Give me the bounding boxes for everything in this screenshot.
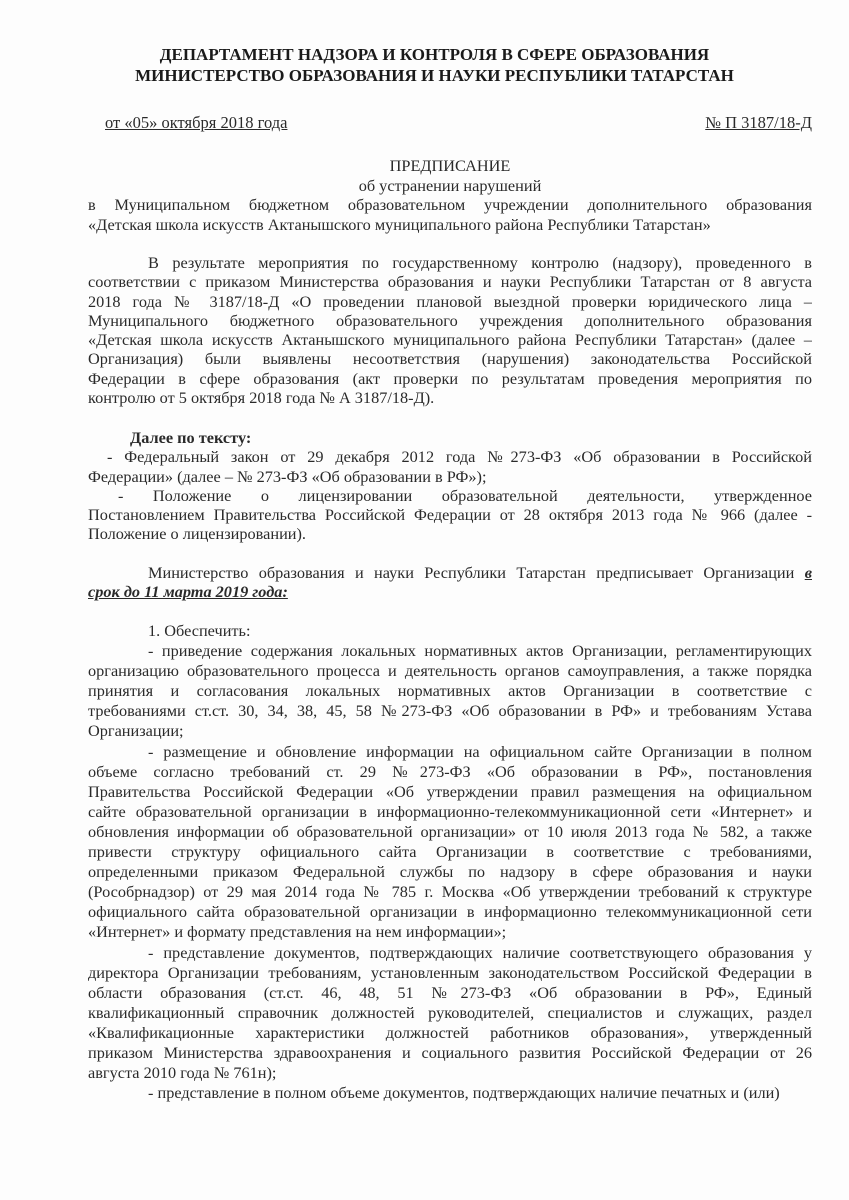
text-line: официального сайта образовательной организации в информационно телекоммуникационной сети [88,902,812,922]
text-line: Организация) были выявлены несоответствия (нарушения) законодательства Российской [88,349,812,369]
text-line: обновления информации об образовательной организации» от 10 июля 2013 года № 582, а также [88,821,812,841]
text-line: - Положение о лицензировании образовательной деятельности, утвержденное [118,485,812,505]
text-line: 2018 года № 3187/18-Д «О проведении плановой выездной проверки юридического лица – [88,291,812,311]
text-line: «Детская школа искусств Актанышского муниципального района Республики Татарстан» [88,214,711,234]
text-line: - представление документов, подтверждающих наличие соответствующего образования у [148,942,812,962]
text-line [88,563,812,582]
text-line: директора Организации требованиям, установленным законодательством Российской Федерации в [88,962,812,982]
document-header [0,44,849,86]
text-line: Правительства Российской Федерации «Об утверждении правил размещения на официальном [88,781,812,801]
document-date: от «05» октября 2018 года [105,113,288,132]
ministry-name: МИНИСТЕРСТВО ОБРАЗОВАНИЯ И НАУКИ РЕСПУБЛИКИ ТАТАРСТАН [135,66,734,85]
text-line: Положение о лицензировании). [88,524,306,544]
text-line [88,582,812,601]
text-line: контролю от 5 октября 2018 года № А 3187/18-Д). [88,388,435,408]
text-line: «Детская школа искусств Актанышского муниципального района Республики Татарстан» (далее – [88,330,812,350]
text-line: принятия и согласования локальных нормативных актов Организации в соответствие с [88,681,812,701]
text-line: В результате мероприятия по государственному контролю (надзору), проведенного в [148,253,812,272]
text-line: в Муниципальном бюджетном образовательном учреждении дополнительного образования [88,195,812,215]
text-line: Организации; [88,721,184,741]
document-number: № П 3187/18-Д [705,113,812,132]
text-line: - представление в полном объеме документов, подтверждающих наличие печатных и (или) [148,1083,780,1103]
paragraph [88,253,812,407]
text-line: Постановлением Правительства Российской Федерации от 28 октября 2013 года № 966 (далее - [88,505,812,525]
text-line: организацию образовательного процесса и деятельность органов самоуправления, а также порядка [88,661,812,681]
deadline-text: срок до 11 марта 2019 года: [88,582,288,602]
text-line: - приведение содержания локальных нормативных актов Организации, регламентирующих [148,641,812,661]
text-line: «Квалификационные характеристики должностей работников образования», утвержденный [88,1022,812,1042]
paragraph [88,486,812,544]
text-line: привести структуру официального сайта Организации в соответствие с требованиями, [88,842,812,862]
paragraph [88,195,812,234]
text-line: Федерации» (далее – № 273-ФЗ «Об образовании в РФ»); [88,466,487,486]
text-line: определенными приказом Федеральной службы по надзору в сфере образования и науки [88,862,812,882]
text-line: Муниципального бюджетного образовательного учреждения дополнительного образования [88,310,812,330]
paragraph [88,447,812,486]
section-title [88,156,812,234]
text-line: (Рособрнадзор) от 29 мая 2014 года № 785 г. Москва «Об утверждении требований к структуре [88,882,812,902]
text-line: ПРЕДПИСАНИЕ [389,156,511,175]
text-line: требованиями ст.ст. 30, 34, 38, 45, 58 №273-ФЗ «Об образовании в РФ» и требованиям Устава [88,701,812,721]
text-line: об устранении нарушений [358,175,542,195]
paragraph [88,621,812,641]
department-name: ДЕПАРТАМЕНТ НАДЗОРА И КОНТРОЛЯ В СФЕРЕ ОБРАЗОВАНИЯ [159,45,710,64]
text-line: Далее по тексту: [130,428,252,447]
paragraph [88,742,812,943]
paragraph [88,563,812,602]
section-heading [88,428,812,447]
section-duties [88,621,812,1103]
text-line: - размещение и обновление информации на официальном сайте Организации в полном [148,741,812,761]
section-intro [88,253,812,407]
text-line: - Федеральный закон от 29 декабря 2012 года №273-ФЗ «Об образовании в Российской [107,447,812,467]
text-line: 1. Обеспечить: [148,621,251,640]
paragraph [88,156,812,195]
paragraph [88,943,812,1084]
text-line: сайте образовательной организации в информационно-телекоммуникационной сети «Интернет» и [88,801,812,821]
paragraph [88,1083,812,1103]
text-line: области образования (ст.ст. 46, 48, 51 №273-ФЗ «Об образовании в РФ», Единый [88,982,812,1002]
section-defs [88,428,812,544]
text-line: соответствии с приказом Министерства образования и науки Республики Татарстан от 8 августа [88,272,812,292]
paragraph [88,641,812,741]
deadline-text: в [804,563,812,582]
text-line: приказом Министерства здравоохранения и социального развития Российской Федерации от 26 [88,1042,812,1062]
section-order [88,563,812,602]
text-line: «Интернет» и формату представления на нем информации»; [88,922,507,942]
text-line: объеме согласно требований ст. 29 №273-ФЗ «Об образовании в РФ», постановления [88,761,812,781]
text-line: августа 2010 года № 761н); [88,1063,277,1083]
text-segment: Министерство образования и науки Республики Татарстан предписывает Организации [148,563,805,582]
text-line: квалификационный справочник должностей руководителей, специалистов и служащих, раздел [88,1002,812,1022]
text-line: Федерации в сфере образования (акт проверки по результатам проведения мероприятия по [88,368,812,388]
